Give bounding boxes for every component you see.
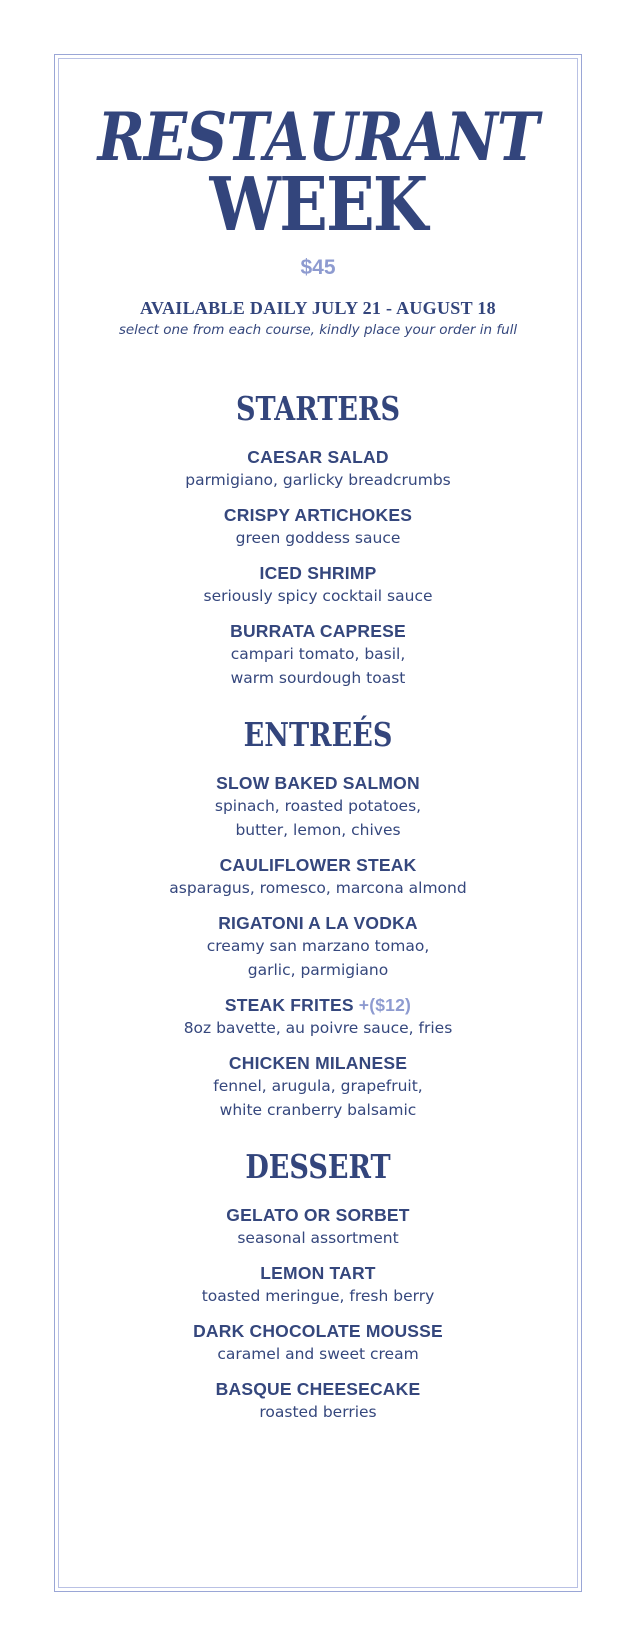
menu-item-description: green goddess sauce — [235, 529, 401, 547]
menu-item-name: CRISPY ARTICHOKES — [223, 505, 413, 525]
menu-item-description: parmigiano, garlicky breadcrumbs — [185, 471, 451, 489]
menu — [54, 54, 582, 1424]
menu-item — [54, 994, 582, 1040]
menu-item-name — [54, 994, 582, 1016]
menu-item-description: caramel and sweet cream — [217, 1345, 419, 1363]
menu-item — [54, 1204, 582, 1250]
menu-item-description: garlic, parmigiano — [247, 961, 389, 979]
menu-item — [54, 772, 582, 842]
menu-item — [54, 504, 582, 550]
menu-item-name: LEMON TART — [260, 1263, 376, 1283]
menu-item-name-text: STEAK FRITES — [224, 995, 354, 1015]
menu-item-description: spinach, roasted potatoes, — [214, 797, 422, 815]
menu-item — [54, 912, 582, 982]
menu-item — [54, 620, 582, 690]
menu-item-description: roasted berries — [259, 1403, 377, 1421]
menu-item-description: asparagus, romesco, marcona almond — [169, 879, 467, 897]
starters-section — [54, 390, 582, 690]
menu-item-description: campari tomato, basil, — [230, 645, 406, 663]
menu-item — [54, 1262, 582, 1308]
menu-item-name: CHICKEN MILANESE — [228, 1053, 408, 1073]
availability-dates: AVAILABLE DAILY JULY 21 - AUGUST 18 — [140, 298, 496, 318]
dessert-section — [54, 1148, 582, 1424]
ordering-instructions: select one from each course, kindly place your order in full — [118, 322, 518, 338]
menu-item — [54, 1052, 582, 1122]
menu-item-description: toasted meringue, fresh berry — [201, 1287, 435, 1305]
menu-item-name: CAESAR SALAD — [247, 447, 389, 467]
supplement-price: +($12) — [358, 995, 412, 1015]
section-title-starters: STARTERS — [236, 389, 400, 428]
menu-price: $45 — [300, 256, 336, 279]
menu-item-description: creamy san marzano tomao, — [206, 937, 430, 955]
menu-item-name: RIGATONI A LA VODKA — [218, 913, 418, 933]
menu-item-name: BASQUE CHEESECAKE — [215, 1379, 421, 1399]
menu-item-name: CAULIFLOWER STEAK — [219, 855, 417, 875]
menu-item — [54, 1320, 582, 1366]
menu-item — [54, 562, 582, 608]
menu-item-name: SLOW BAKED SALMON — [216, 773, 420, 793]
section-title-entrees: ENTREÉS — [243, 715, 393, 754]
menu-item-description: butter, lemon, chives — [235, 821, 401, 839]
menu-item-description: white cranberry balsamic — [219, 1101, 417, 1119]
menu-item — [54, 854, 582, 900]
menu-item-description: seasonal assortment — [237, 1229, 399, 1247]
menu-item — [54, 1378, 582, 1424]
menu-item-name: GELATO OR SORBET — [226, 1205, 410, 1225]
menu-item-description: 8oz bavette, au poivre sauce, fries — [183, 1019, 453, 1037]
menu-item — [54, 446, 582, 492]
menu-item-description: fennel, arugula, grapefruit, — [213, 1077, 423, 1095]
menu-title-line2: WEEK — [209, 162, 427, 248]
menu-title-line1: RESTAURANT — [97, 98, 539, 176]
entrees-section — [54, 716, 582, 1122]
menu-item-name: ICED SHRIMP — [259, 563, 377, 583]
menu-item-description: seriously spicy cocktail sauce — [203, 587, 433, 605]
menu-item-name: DARK CHOCOLATE MOUSSE — [193, 1321, 443, 1341]
menu-item-name: BURRATA CAPRESE — [230, 621, 406, 641]
menu-item-description: warm sourdough toast — [230, 669, 406, 687]
section-title-dessert: DESSERT — [245, 1147, 391, 1186]
